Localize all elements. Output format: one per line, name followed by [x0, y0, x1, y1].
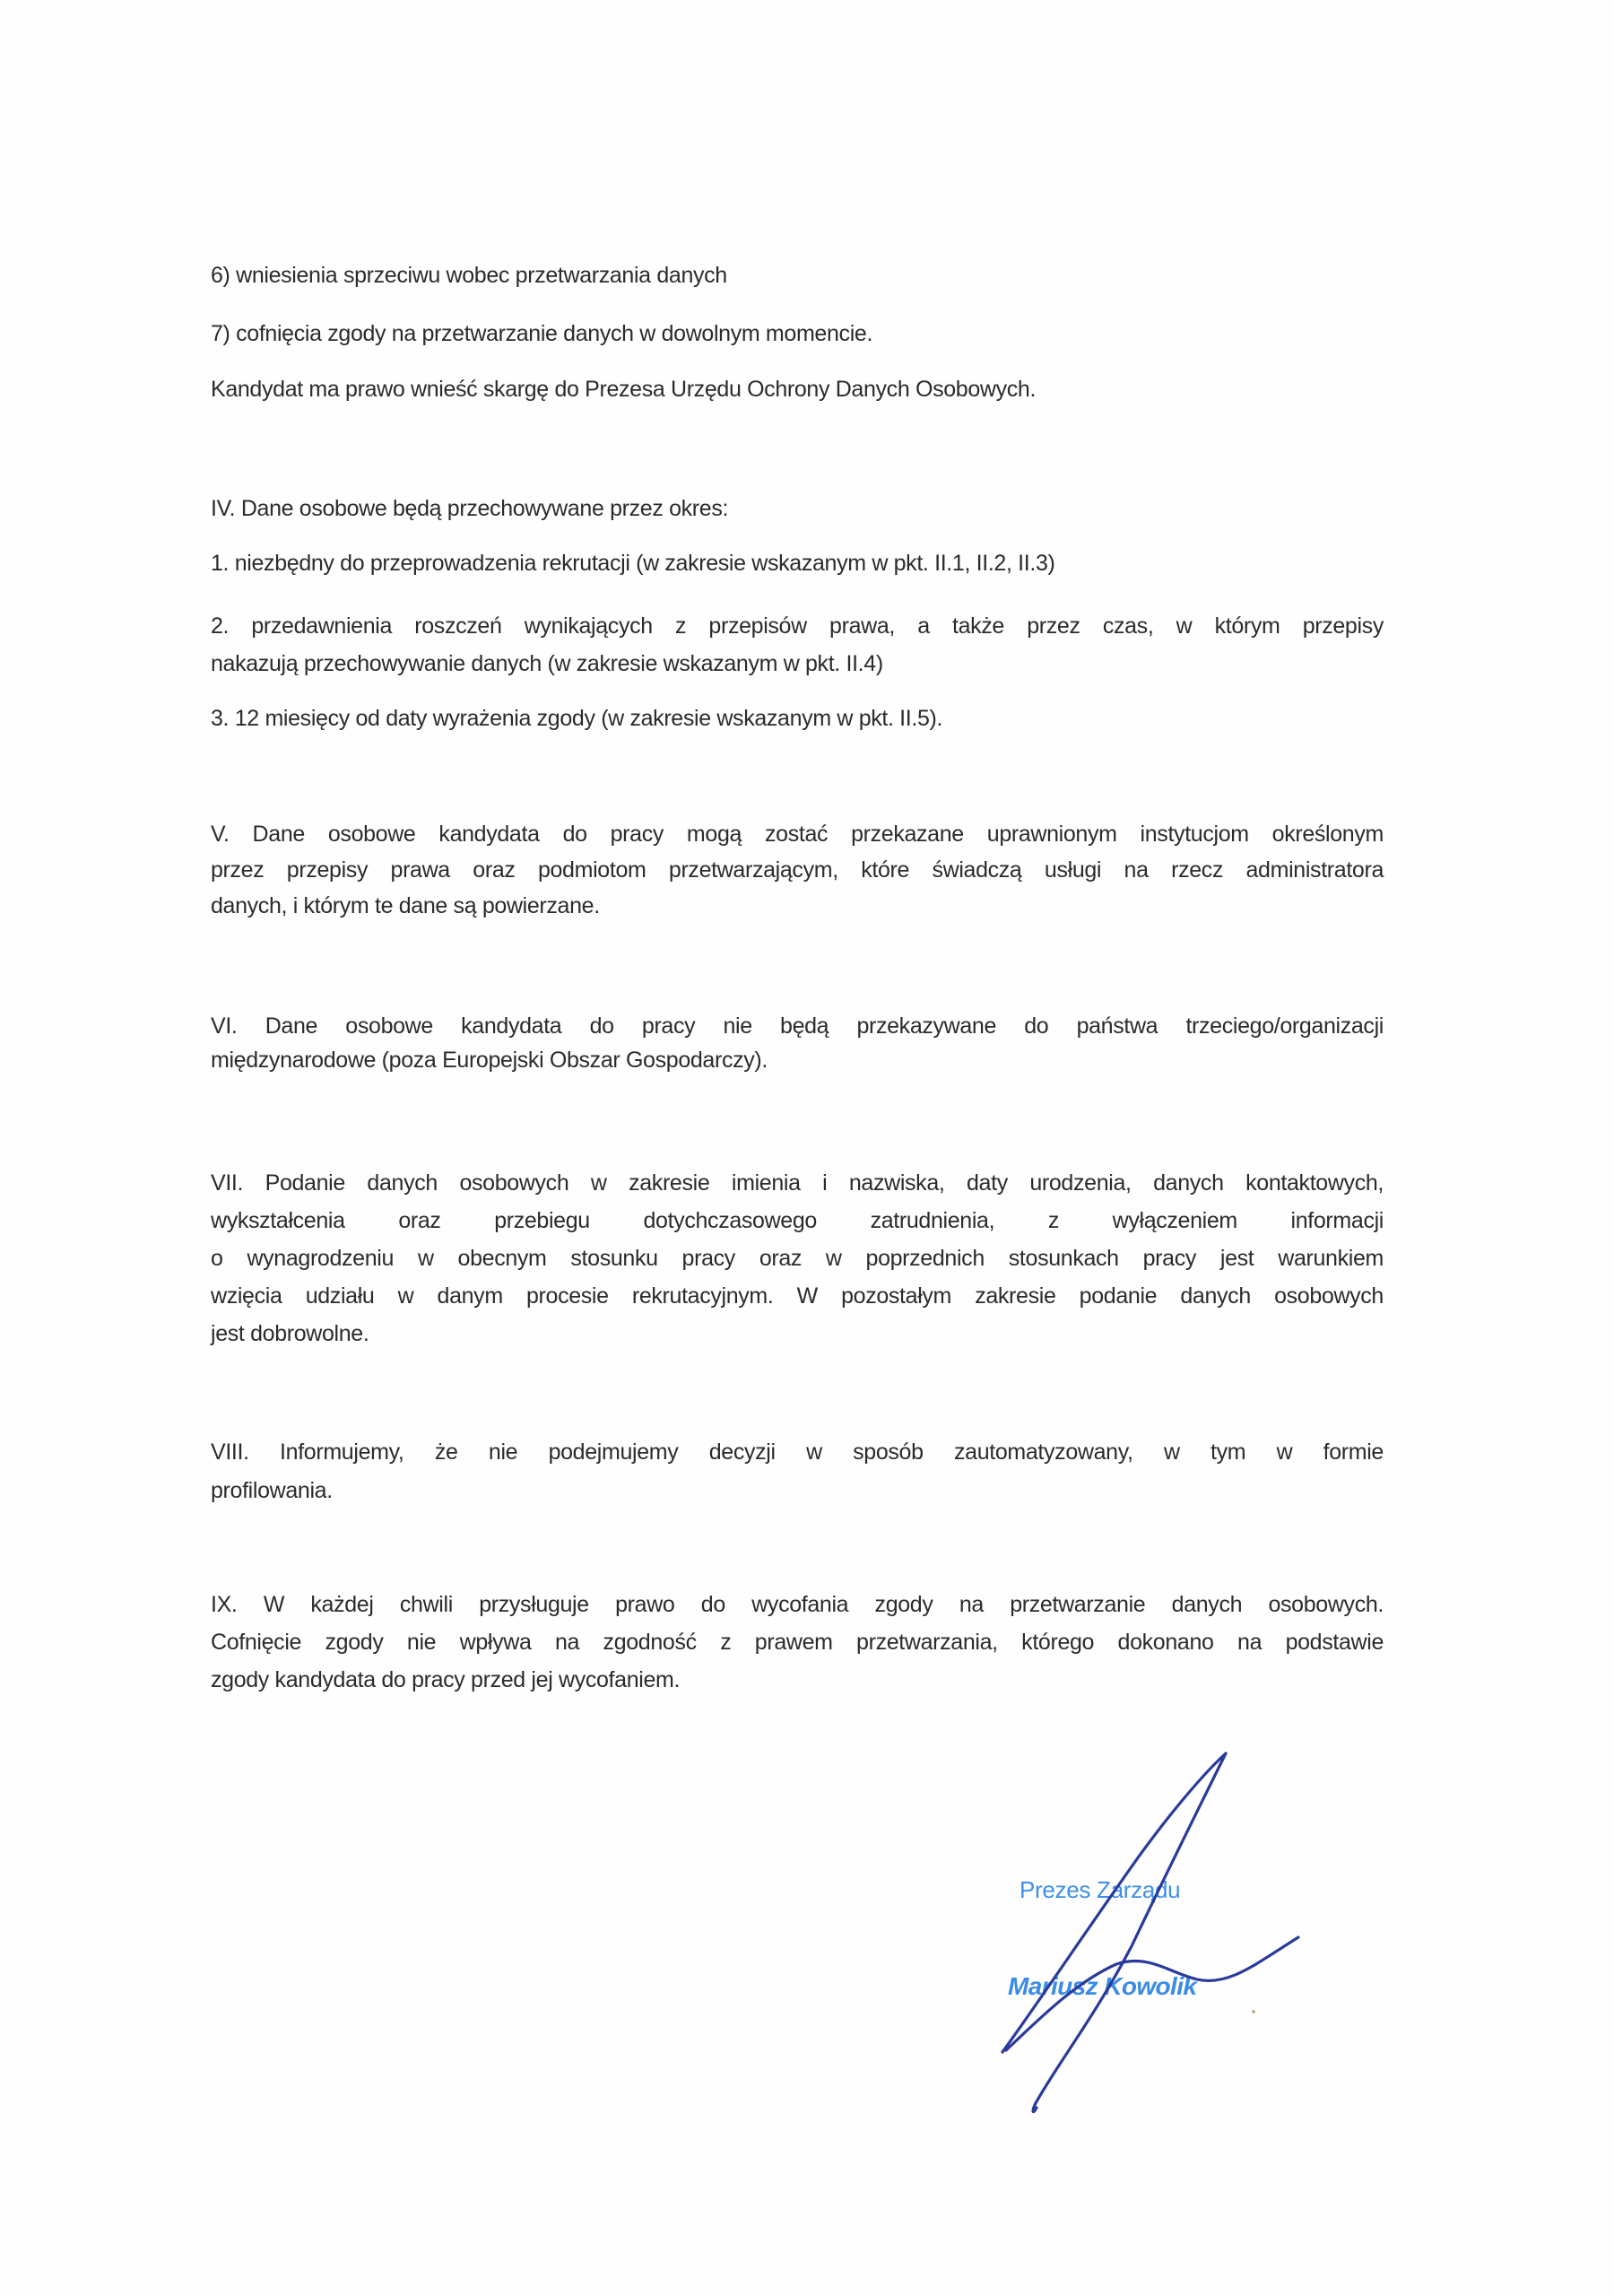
section-vii-line-5: jest dobrowolne.	[211, 1321, 369, 1346]
section-vii-line-4: wzięcia udziału w danym procesie rekrutacyjnym. W pozostałym zakresie podanie danych osobowych	[211, 1283, 1384, 1309]
section-iv-item-3: 3. 12 miesięcy od daty wyrażenia zgody (w zakresie wskazanym w pkt. II.5).	[211, 706, 943, 731]
section-ix	[211, 1586, 1384, 1699]
section-vii	[211, 1164, 1384, 1352]
complaint-note: Kandydat ma prawo wnieść skargę do Prezesa Urzędu Ochrony Danych Osobowych.	[211, 377, 1037, 402]
section-iv-heading: IV. Dane osobowe będą przechowywane przez okres:	[211, 496, 729, 521]
section-vii-line-1: VII. Podanie danych osobowych w zakresie imienia i nazwiska, daty urodzenia, danych kontaktowych,	[211, 1170, 1384, 1196]
section-iv-item-2-line-1: 2. przedawnienia roszczeń wynikających z przepisów prawa, a także przez czas, w którym przepisy	[211, 613, 1384, 639]
section-iv-item-2-line-2: nakazują przechowywanie danych (w zakresie wskazanym w pkt. II.4)	[211, 651, 883, 676]
section-iv-item-2	[211, 607, 1384, 683]
section-ix-line-2: Cofnięcie zgody nie wpływa na zgodność z prawem przetwarzania, którego dokonano na podstawie	[211, 1630, 1384, 1655]
stamp-name: Mariusz Kowolik	[1008, 1972, 1197, 2000]
section-viii	[211, 1433, 1384, 1510]
section-viii-line-2: profilowania.	[211, 1478, 333, 1503]
right-item-6: 6) wniesienia sprzeciwu wobec przetwarzania danych	[211, 263, 727, 288]
right-item-7: 7) cofnięcia zgody na przetwarzanie danych w dowolnym momencie.	[211, 321, 873, 346]
section-vi-line-2: międzynarodowe (poza Europejski Obszar Gospodarczy).	[211, 1048, 768, 1073]
section-v-line-2: przez przepisy prawa oraz podmiotom przetwarzającym, które świadczą usługi na rzecz administratora	[211, 857, 1384, 883]
section-iv-item-1: 1. niezbędny do przeprowadzenia rekrutacji (w zakresie wskazanym w pkt. II.1, II.2, II.3)	[211, 551, 1055, 576]
section-vii-line-3: o wynagrodzeniu w obecnym stosunku pracy oraz w poprzednich stosunkach pracy jest warunkiem	[211, 1246, 1384, 1271]
section-vii-line-2: wykształcenia oraz przebiegu dotychczasowego zatrudnienia, z wyłączeniem informacji	[211, 1208, 1384, 1233]
section-ix-line-1: IX. W każdej chwili przysługuje prawo do wycofania zgody na przetwarzanie danych osobowych.	[211, 1592, 1384, 1617]
section-v-line-3: danych, i którym te dane są powierzane.	[211, 893, 600, 918]
section-viii-line-1: VIII. Informujemy, że nie podejmujemy decyzji w sposób zautomatyzowany, w tym w formie	[211, 1439, 1384, 1465]
section-ix-line-3: zgody kandydata do pracy przed jej wycofaniem.	[211, 1667, 681, 1692]
rights-list	[211, 257, 1384, 408]
section-v	[211, 816, 1384, 924]
section-v-line-1: V. Dane osobowe kandydata do pracy mogą zostać przekazane uprawnionym instytucjom określonym	[211, 822, 1384, 847]
stamp-title: Prezes Zarządu	[1020, 1876, 1181, 1903]
section-vi-line-1: VI. Dane osobowe kandydata do pracy nie będą przekazywane do państwa trzeciego/organizacji	[211, 1013, 1384, 1039]
section-vi	[211, 1009, 1384, 1077]
section-iv	[211, 490, 1384, 737]
